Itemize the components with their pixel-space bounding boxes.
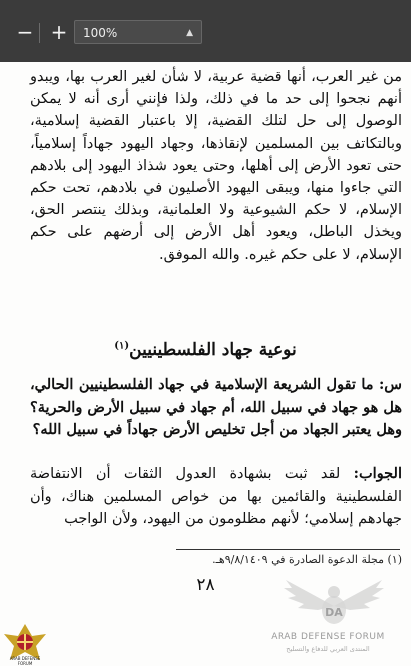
footnote: (١) مجلة الدعوة الصادرة في ٩/٨/١٤٠٩هـ. [212,553,402,566]
zoom-select[interactable] [74,20,202,44]
body-paragraph: من غير العرب، أنها قضية عربية، لا شأن لغير العرب بها، ويبدو أنهم نجحوا إلى حد ما في ذلك، ولذا فإنني أرى أنه لا يمكن الوصول إلى حل لتلك القضية، إلا باعتبار القضية إسلامية، وبالتكاتف بين المسلمين لإنقاذها، وجهاد اليهود جهاداً إسلامياً، حتى تعود الأرض إلى أهلها، وحتى يعود شذاذ اليهود إلى بلادهم التي جاءوا منها، ويبقى اليهود الأصليون في بلادهم، تحت حكم الإسلام، لا حكم الشيوعية ولا العلمانية، وبذلك ينتصر الحق، ويخذل الباطل، ويعود أهل الأرض إلى أرضهم على حكم الإسلام، لا على حكم غيره. والله الموفق. [30,69,402,263]
viewer-toolbar [0,0,411,63]
section-heading [0,340,411,360]
watermark-tagline: المنتدى العربي للدفاع والتسليح [286,645,370,653]
answer-paragraph [30,463,402,531]
heading-footnote-ref: (١) [114,340,130,352]
zoom-value: 100% [83,26,118,40]
zoom-out-button[interactable]: − [16,20,34,44]
question-paragraph: س: ما تقول الشريعة الإسلامية في جهاد الفلسطينيين الحالي، هل هو جهاد في سبيل الله، أم جهاد في سبيل الأرض والحرية؟ وهل يعتبر الجهاد من أجل تخليص الأرض جهاداً في سبيل الله؟ [30,376,402,438]
heading-text: نوعية جهاد الفلسطينيين [129,340,297,360]
answer-label: الجواب: [353,465,402,482]
page-number: ٢٨ [196,575,215,595]
watermark-brand: ARAB DEFENSE FORUM [271,632,385,642]
footnote-divider [176,549,400,550]
answer-text: لقد ثبت بشهادة العدول الثقات أن الانتفاضة الفلسطينية والقائمين بها من خواص المسلمين هناك، وأن جهادهم إسلامي؛ لأنهم مظلومون من اليهود، ولأن الواجب [30,466,402,527]
chevron-updown-icon: ▲ [186,28,193,38]
watermark-emblem-text: DA [325,606,343,619]
toolbar-divider [39,23,40,43]
eagle-watermark-icon [282,566,386,632]
forum-logo-text: ARAB DEFENSE FORUM [9,656,41,666]
zoom-in-button[interactable]: + [50,20,68,44]
